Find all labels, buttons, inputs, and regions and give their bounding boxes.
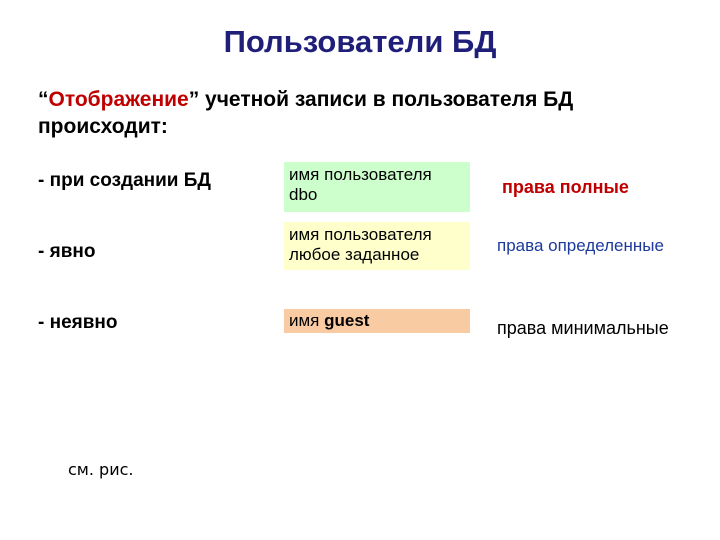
user-box-any-line1: имя пользователя (289, 225, 432, 244)
row-label-explicit: - явно (38, 241, 96, 262)
user-box-guest-prefix: имя (289, 311, 325, 330)
rights-minimal: права минимальные (497, 318, 669, 338)
row-label-on-create: - при создании БД (38, 170, 211, 191)
user-box-guest-name: guest (324, 311, 370, 330)
figure-note: см. рис. (68, 460, 134, 479)
intro-text (38, 86, 698, 140)
rights-defined: права определенные (497, 236, 664, 255)
user-box-dbo (284, 162, 470, 212)
user-box-any (284, 222, 470, 270)
user-box-guest (284, 309, 470, 333)
rights-full: права полные (502, 177, 629, 197)
user-box-any-line2: любое заданное (289, 245, 420, 264)
intro-accent-word: Отображение (48, 88, 189, 111)
user-box-dbo-line2: dbo (289, 185, 318, 204)
intro-line2: происходит: (38, 115, 168, 138)
row-label-implicit: - неявно (38, 312, 118, 333)
user-box-dbo-line1: имя пользователя (289, 165, 432, 184)
intro-rest-line1: ” учетной записи в пользователя БД (188, 88, 574, 111)
slide-title: Пользователи БД (223, 24, 497, 59)
intro-open-quote: “ (38, 88, 49, 111)
